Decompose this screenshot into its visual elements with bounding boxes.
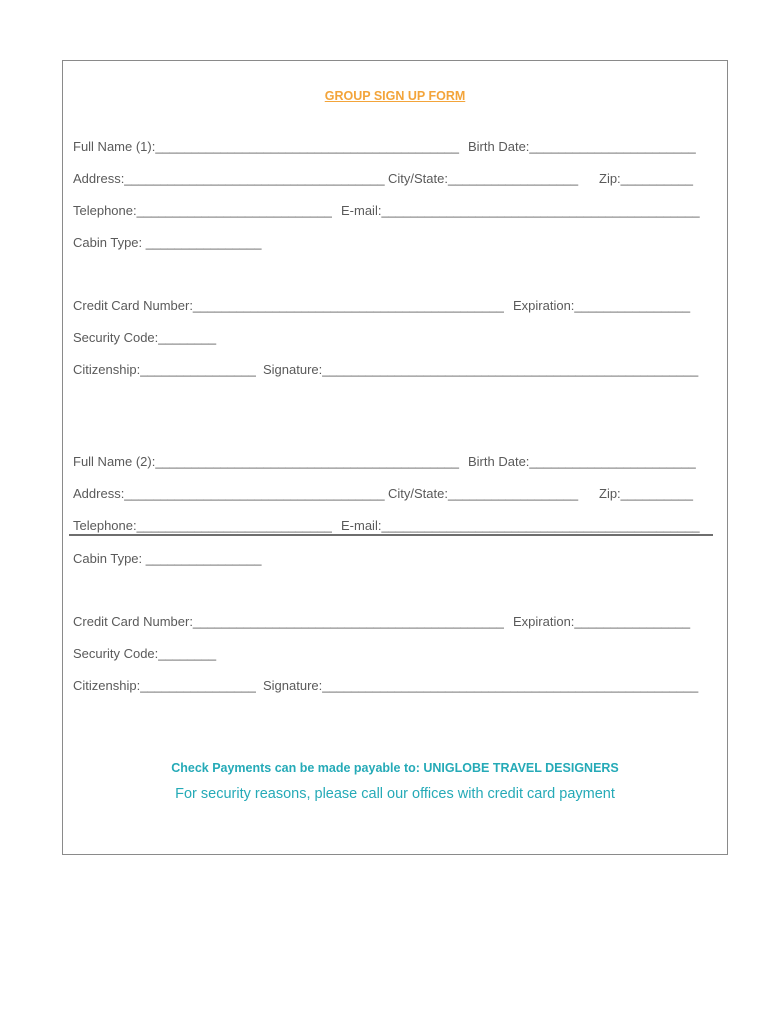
security-note: For security reasons, please call our offices with credit card payment bbox=[175, 786, 615, 802]
group-signup-form bbox=[62, 60, 728, 855]
p1-city-state-field[interactable]: City/State:__________________ bbox=[388, 171, 579, 186]
payable-note: Check Payments can be made payable to: UNIGLOBE TRAVEL DESIGNERS bbox=[171, 761, 619, 775]
p2-zip-field[interactable]: Zip:__________ bbox=[599, 486, 693, 501]
p2-full-name-field[interactable]: Full Name (2):__________________________________________ bbox=[73, 454, 460, 469]
section-divider bbox=[69, 534, 713, 536]
p1-expiration-field[interactable]: Expiration:________________ bbox=[513, 298, 691, 313]
p1-birth-date-field[interactable]: Birth Date:_______________________ bbox=[468, 139, 696, 154]
p1-cabin-type-field[interactable]: Cabin Type: ________________ bbox=[73, 235, 262, 250]
p2-email-field[interactable]: E-mail:____________________________________________ bbox=[341, 518, 700, 533]
p2-citizenship-field[interactable]: Citizenship:________________ bbox=[73, 678, 256, 693]
p1-citizenship-field[interactable]: Citizenship:________________ bbox=[73, 362, 256, 377]
p2-birth-date-field[interactable]: Birth Date:_______________________ bbox=[468, 454, 696, 469]
p2-city-state-field[interactable]: City/State:__________________ bbox=[388, 486, 579, 501]
p2-security-code-field[interactable]: Security Code:________ bbox=[73, 646, 217, 661]
p2-credit-card-field[interactable]: Credit Card Number:___________________________________________ bbox=[73, 614, 504, 629]
p2-telephone-field[interactable]: Telephone:___________________________ bbox=[73, 518, 332, 533]
p1-security-code-field[interactable]: Security Code:________ bbox=[73, 330, 217, 345]
p2-signature-field[interactable]: Signature:____________________________________________________ bbox=[263, 678, 699, 693]
p2-cabin-type-field[interactable]: Cabin Type: ________________ bbox=[73, 551, 262, 566]
p1-full-name-field[interactable]: Full Name (1):__________________________________________ bbox=[73, 139, 460, 154]
p1-signature-field[interactable]: Signature:____________________________________________________ bbox=[263, 362, 699, 377]
p2-address-field[interactable]: Address:____________________________________ bbox=[73, 486, 385, 501]
p1-credit-card-field[interactable]: Credit Card Number:___________________________________________ bbox=[73, 298, 504, 313]
p1-email-field[interactable]: E-mail:____________________________________________ bbox=[341, 203, 700, 218]
p1-zip-field[interactable]: Zip:__________ bbox=[599, 171, 693, 186]
form-title: GROUP SIGN UP FORM bbox=[324, 89, 466, 103]
p1-address-field[interactable]: Address:____________________________________ bbox=[73, 171, 385, 186]
p1-telephone-field[interactable]: Telephone:___________________________ bbox=[73, 203, 332, 218]
p2-expiration-field[interactable]: Expiration:________________ bbox=[513, 614, 691, 629]
